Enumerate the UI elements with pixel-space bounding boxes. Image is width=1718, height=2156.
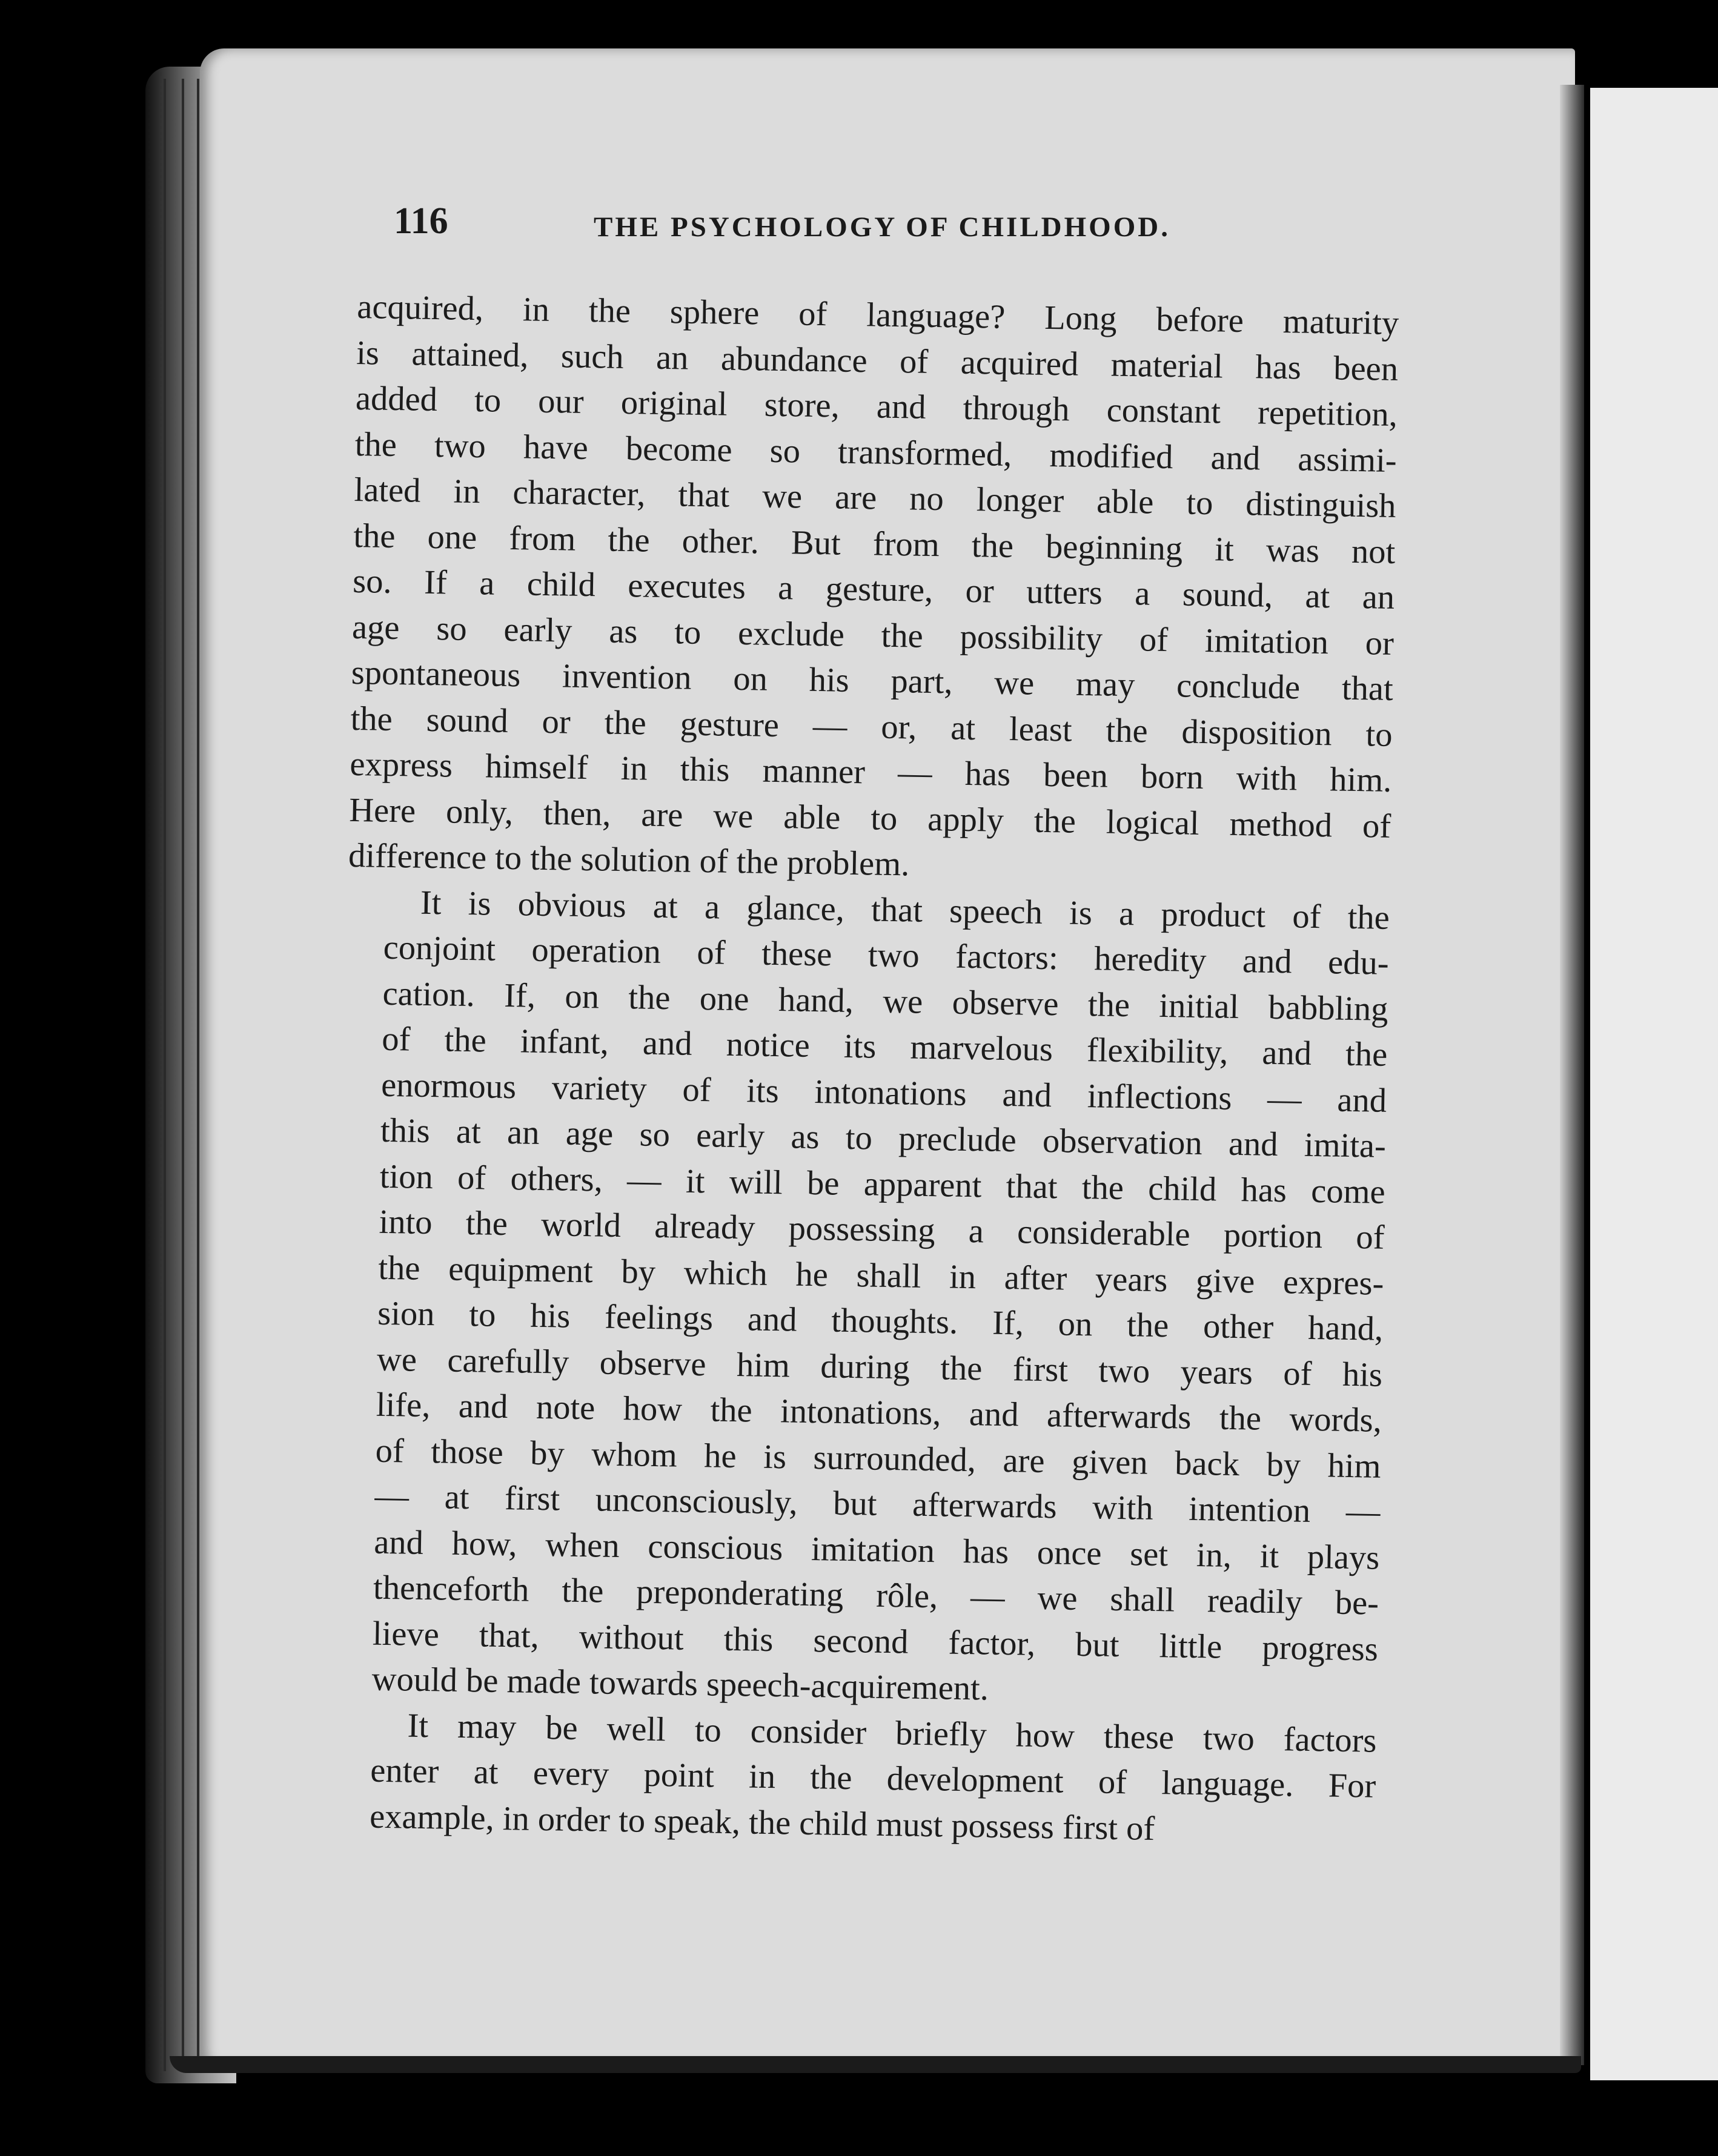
page-header: [394, 200, 1224, 248]
text-line: lated in character, that we are no longer able to distinguish: [354, 471, 1396, 525]
paragraph: [335, 879, 1390, 1718]
text-line: into the world already possessing a considerable portion of: [379, 1203, 1385, 1257]
text-line: age so early as to exclude the possibility of imitation or: [351, 608, 1395, 663]
text-line: would be made towards speech-acquirement.: [371, 1660, 989, 1708]
text-line: It may be well to consider briefly how these two factors: [407, 1707, 1377, 1760]
text-line: spontaneous invention on his part, we may conclude that: [351, 653, 1394, 708]
paragraph: [333, 1702, 1377, 1855]
text-line: the sound or the gesture — or, at least the disposition to: [350, 699, 1393, 754]
text-line: cation. If, on the one hand, we observe the initial babbling: [382, 974, 1388, 1028]
text-line: the one from the other. But from the beginning it was not: [353, 517, 1396, 571]
text-line: express himself in this manner — has been born with him.: [350, 745, 1392, 799]
text-line: we carefully observe him during the first two years of his: [376, 1340, 1383, 1394]
text-line: — at first unconsciously, but afterwards with intention —: [374, 1477, 1381, 1531]
text-line: sion to his feelings and thoughts. If, on the other hand,: [377, 1294, 1384, 1348]
text-line: conjoint operation of these two factors: heredity and edu-: [383, 928, 1390, 982]
page-gutter-shadow: [1560, 85, 1584, 2065]
text-line: enormous variety of its intonations and inflections — and: [380, 1066, 1387, 1120]
facing-page-edge: [1590, 88, 1718, 2080]
paragraph: [348, 285, 1399, 895]
text-line: added to our original store, and through constant repetition,: [355, 379, 1398, 434]
text-line: example, in order to speak, the child must possess first of: [369, 1797, 1155, 1848]
body-text: [333, 285, 1399, 1856]
text-line: this at an age so early as to preclude observation and imita-: [380, 1111, 1387, 1165]
text-line: enter at every point in the development of language. For: [370, 1751, 1376, 1805]
text-line: acquired, in the sphere of language? Long before maturity: [356, 288, 1399, 343]
page-stack-line: [182, 79, 184, 2071]
running-title: THE PSYCHOLOGY OF CHILDHOOD.: [594, 211, 1170, 243]
page-stack-line: [197, 79, 199, 2071]
text-line: It is obvious at a glance, that speech is a product of the: [420, 884, 1390, 937]
text-line: the two have become so transformed, modified and assimi-: [354, 425, 1398, 480]
text-line: Here only, then, are we able to apply the logical method of: [348, 791, 1391, 845]
text-line: difference to the solution of the problem.: [348, 836, 910, 884]
text-line: the equipment by which he shall in after years give expres-: [378, 1249, 1384, 1303]
page-stack-line: [164, 79, 166, 2071]
text-line: life, and note how the intonations, and afterwards the words,: [376, 1386, 1382, 1440]
text-line: of the infant, and notice its marvelous flexibility, and the: [381, 1020, 1388, 1074]
page-bottom-edge: [170, 2056, 1581, 2073]
text-line: lieve that, without this second factor, but little progress: [372, 1615, 1379, 1668]
text-line: thenceforth the preponderating rôle, — we shall readily be-: [373, 1569, 1379, 1622]
text-line: tion of others, — it will be apparent that the child has come: [379, 1157, 1386, 1211]
page-number: 116: [394, 200, 448, 242]
text-line: of those by whom he is surrounded, are given back by him: [375, 1432, 1382, 1486]
text-line: so. If a child executes a gesture, or utters a sound, at an: [352, 562, 1395, 617]
text-line: is attained, such an abundance of acquired material has been: [356, 334, 1399, 388]
text-line: and how, when conscious imitation has once set in, it plays: [373, 1523, 1380, 1577]
